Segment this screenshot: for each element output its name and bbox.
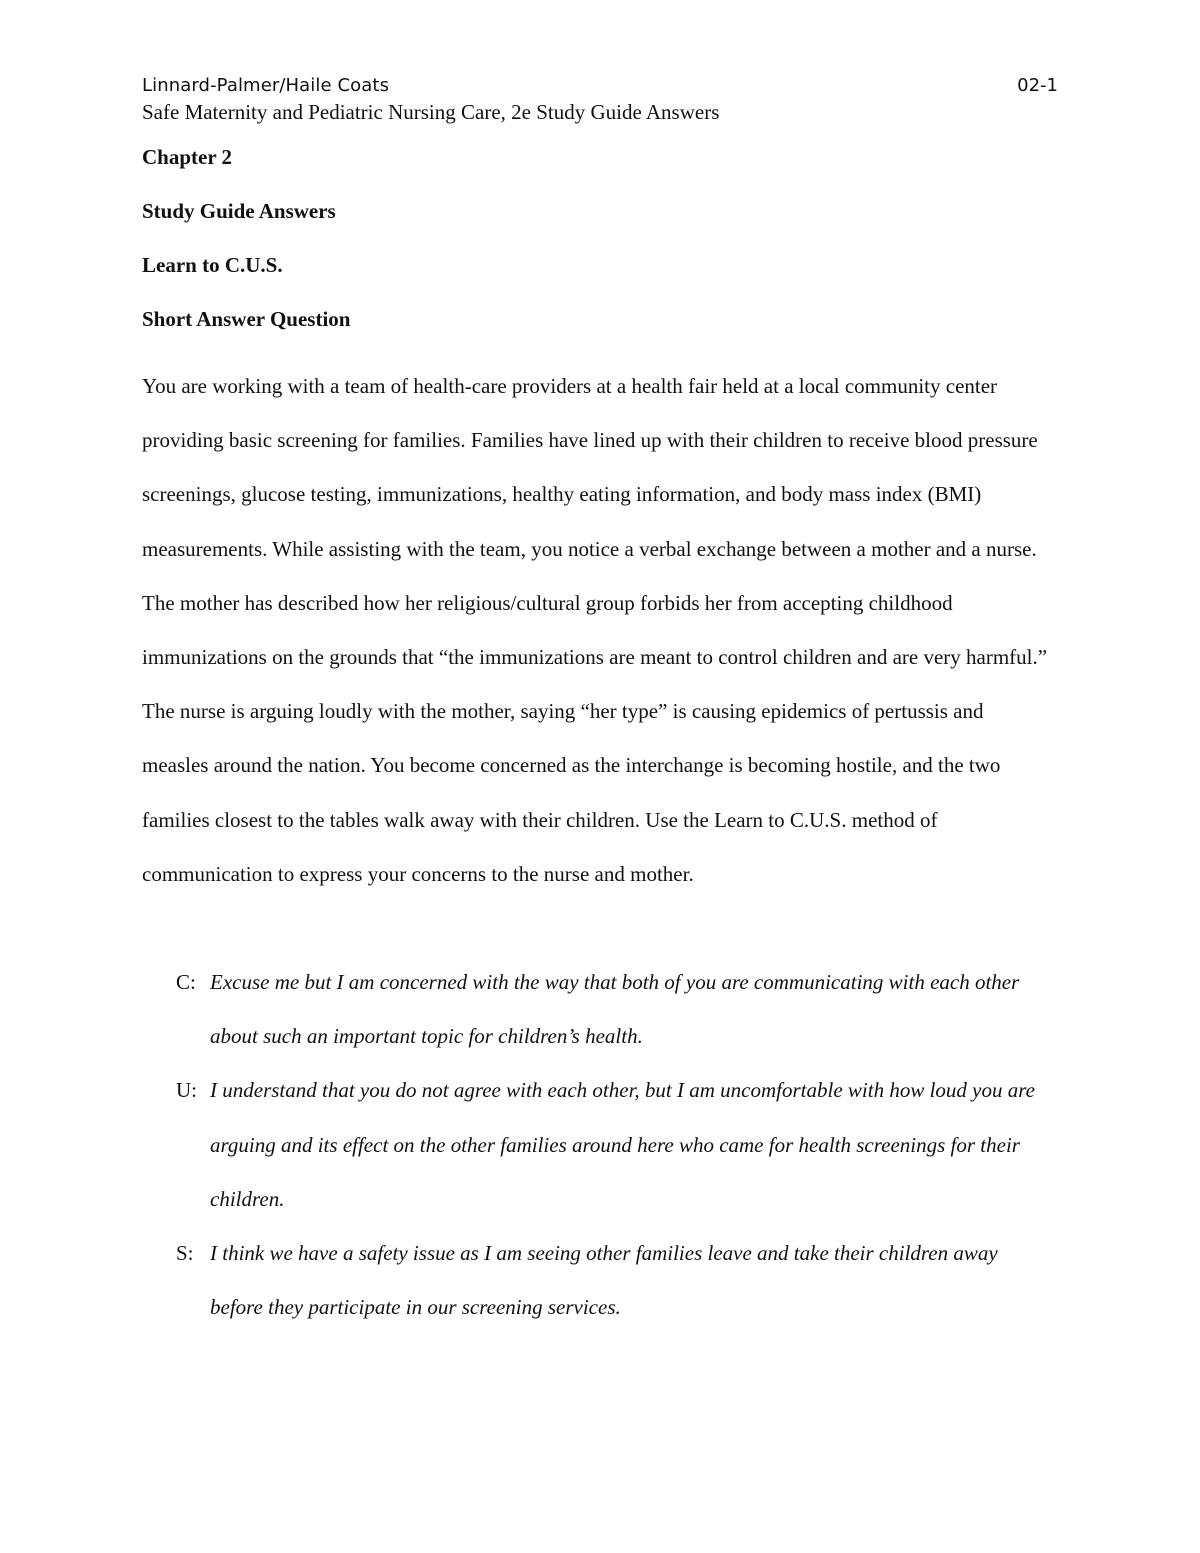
answer-text: Excuse me but I am concerned with the way that both of you are communicating with each other about such an important topic for children’s health.: [210, 970, 1020, 1049]
header-subtitle: Safe Maternity and Pediatric Nursing Care, 2e Study Guide Answers: [142, 100, 720, 124]
learn-cus-heading: Learn to C.U.S.: [142, 253, 283, 277]
answer-text: I think we have a safety issue as I am seeing other families leave and take their children away before they participate in our screening services.: [210, 1241, 998, 1320]
answer-s: [176, 1226, 1052, 1334]
header-authors: Linnard-Palmer/Haile Coats: [142, 75, 390, 96]
answer-letter: C:: [176, 970, 196, 994]
short-answer-heading: Short Answer Question: [142, 307, 351, 331]
answer-list: [142, 955, 1052, 1334]
study-guide-heading: Study Guide Answers: [142, 199, 336, 223]
chapter-heading: Chapter 2: [142, 145, 233, 169]
question-paragraph: You are working with a team of health-care providers at a health fair held at a local community center providing basic screening for families. Families have lined up with their children to receive blood pressure screenings, glucose testing, immunizations, healthy eating information, and body mass index (BMI) measurements. While assisting with the team, you notice a verbal exchange between a mother and a nurse. The mother has described how her religious/cultural group forbids her from accepting childhood immunizations on the grounds that “the immunizations are meant to control children and are very harmful.” The nurse is arguing loudly with the mother, saying “her type” is causing epidemics of pertussis and measles around the nation. You become concerned as the interchange is becoming hostile, and the two families closest to the tables walk away with their children. Use the Learn to C.U.S. method of communication to express your concerns to the nurse and mother.: [142, 374, 1048, 886]
answer-text: I understand that you do not agree with each other, but I am uncomfortable with how loud you are arguing and its effect on the other families around here who came for health screenings for their children.: [210, 1078, 1035, 1211]
answer-u: [176, 1063, 1052, 1226]
answer-c: [176, 955, 1052, 1063]
answer-letter: U:: [176, 1078, 197, 1103]
header-page-number: 02-1: [1017, 75, 1058, 96]
answer-letter: S:: [176, 1241, 194, 1266]
